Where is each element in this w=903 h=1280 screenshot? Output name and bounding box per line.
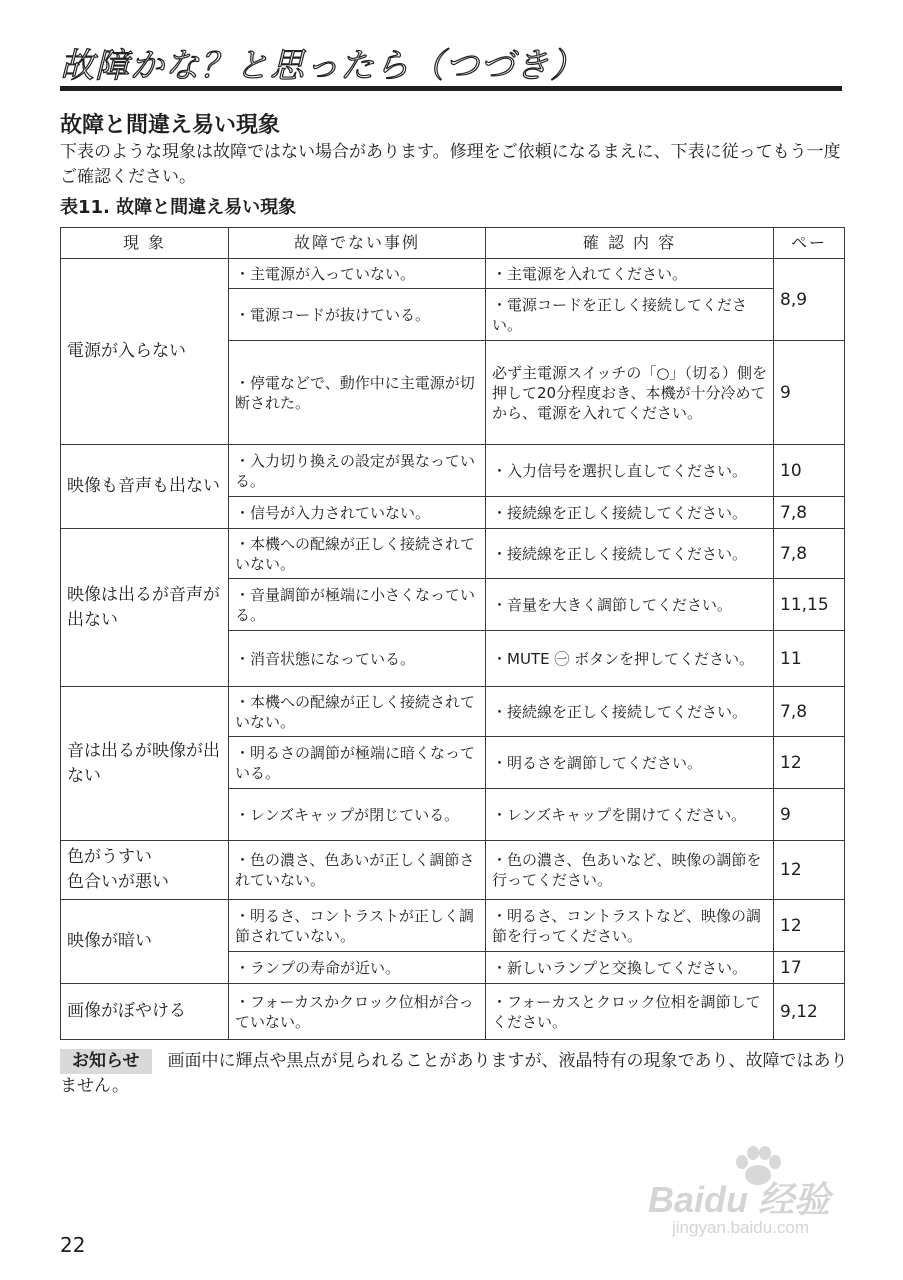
example-cell: ・本機への配線が正しく接続されていない。 — [229, 529, 486, 579]
column-header-symptom: 現 象 — [61, 228, 229, 259]
column-header-check: 確 認 内 容 — [486, 228, 774, 259]
watermark-logo: Baidu 经验 — [648, 1179, 831, 1220]
check-cell: 必ず主電源スイッチの「○」（切る）側を押して20分程度おき、本機が十分冷めてから、電源を入れてください。 — [486, 341, 774, 445]
page-cell: 8,9 — [774, 259, 845, 341]
table-row — [61, 900, 845, 952]
column-header-page: ペー — [774, 228, 845, 259]
check-cell: ・フォーカスとクロック位相を調節してください。 — [486, 984, 774, 1040]
example-cell: ・明るさ、コントラストが正しく調節されていない。 — [229, 900, 486, 952]
check-cell: ・新しいランプと交換してください。 — [486, 952, 774, 984]
page-cell: 7,8 — [774, 497, 845, 529]
page-number: 22 — [60, 1233, 86, 1257]
example-cell: ・レンズキャップが閉じている。 — [229, 789, 486, 841]
page-cell: 12 — [774, 841, 845, 900]
table-row — [61, 984, 845, 1040]
check-cell: ・接続線を正しく接続してください。 — [486, 497, 774, 529]
page-cell: 10 — [774, 445, 845, 497]
example-cell: ・消音状態になっている。 — [229, 631, 486, 687]
page-cell: 9 — [774, 789, 845, 841]
example-cell: ・色の濃さ、色あいが正しく調節されていない。 — [229, 841, 486, 900]
page-cell: 17 — [774, 952, 845, 984]
check-cell: ・接続線を正しく接続してください。 — [486, 687, 774, 737]
example-cell: ・電源コードが抜けている。 — [229, 289, 486, 341]
fault-table — [60, 227, 845, 1040]
notice-text: 画面中に輝点や黒点が見られることがありますが、液晶特有の現象であり、故障ではありません。 — [60, 1051, 848, 1096]
check-cell: ・明るさを調節してください。 — [486, 737, 774, 789]
table-row — [61, 445, 845, 497]
check-cell: ・入力信号を選択し直してください。 — [486, 445, 774, 497]
title-rule — [60, 86, 842, 91]
page-cell: 11,15 — [774, 579, 845, 631]
example-cell: ・ランプの寿命が近い。 — [229, 952, 486, 984]
table-header-row — [61, 228, 845, 259]
example-cell: ・音量調節が極端に小さくなっている。 — [229, 579, 486, 631]
notice — [60, 1049, 850, 1099]
symptom-cell: 映像が暗い — [61, 900, 229, 984]
symptom-cell: 映像も音声も出ない — [61, 445, 229, 529]
symptom-cell: 音は出るが映像が出ない — [61, 687, 229, 841]
table-caption: 表11. 故障と間違え易い現象 — [60, 197, 297, 218]
page-cell: 9,12 — [774, 984, 845, 1040]
page-cell: 9 — [774, 341, 845, 445]
example-cell: ・信号が入力されていない。 — [229, 497, 486, 529]
notice-badge: お知らせ — [60, 1049, 152, 1074]
watermark — [640, 1142, 860, 1242]
symptom-cell: 色がうすい 色合いが悪い — [61, 841, 229, 900]
check-cell: ・明るさ、コントラストなど、映像の調節を行ってください。 — [486, 900, 774, 952]
table-row — [61, 259, 845, 289]
page-cell: 12 — [774, 737, 845, 789]
watermark-url: jingyan.baidu.com — [672, 1218, 810, 1237]
check-cell: ・色の濃さ、色あいなど、映像の調節を行ってください。 — [486, 841, 774, 900]
symptom-cell: 映像は出るが音声が出ない — [61, 529, 229, 687]
section-heading: 故障と間違え易い現象 — [60, 113, 281, 138]
table-row — [61, 529, 845, 579]
check-cell: ・主電源を入れてください。 — [486, 259, 774, 289]
check-cell: ・音量を大きく調節してください。 — [486, 579, 774, 631]
check-cell: ・レンズキャップを開けてください。 — [486, 789, 774, 841]
column-header-example: 故障でない事例 — [229, 228, 486, 259]
table-row — [61, 687, 845, 737]
check-cell: ・電源コードを正しく接続してください。 — [486, 289, 774, 341]
example-cell: ・停電などで、動作中に主電源が切断された。 — [229, 341, 486, 445]
example-cell: ・主電源が入っていない。 — [229, 259, 486, 289]
check-cell: ・MUTE ㊀ ボタンを押してください。 — [486, 631, 774, 687]
example-cell: ・入力切り換えの設定が異なっている。 — [229, 445, 486, 497]
page-cell: 11 — [774, 631, 845, 687]
symptom-cell: 電源が入らない — [61, 259, 229, 445]
symptom-cell: 画像がぼやける — [61, 984, 229, 1040]
page-title: 故障かな？と思ったら（つづき） — [60, 46, 585, 86]
example-cell: ・本機への配線が正しく接続されていない。 — [229, 687, 486, 737]
page-cell: 7,8 — [774, 687, 845, 737]
page-cell: 7,8 — [774, 529, 845, 579]
page-cell: 12 — [774, 900, 845, 952]
table-row — [61, 841, 845, 900]
example-cell: ・明るさの調節が極端に暗くなっている。 — [229, 737, 486, 789]
check-cell: ・接続線を正しく接続してください。 — [486, 529, 774, 579]
example-cell: ・フォーカスかクロック位相が合っていない。 — [229, 984, 486, 1040]
intro-paragraph: 下表のような現象は故障ではない場合があります。修理をご依頼になるまえに、下表に従ってもう一度ご確認ください。 — [60, 142, 841, 187]
